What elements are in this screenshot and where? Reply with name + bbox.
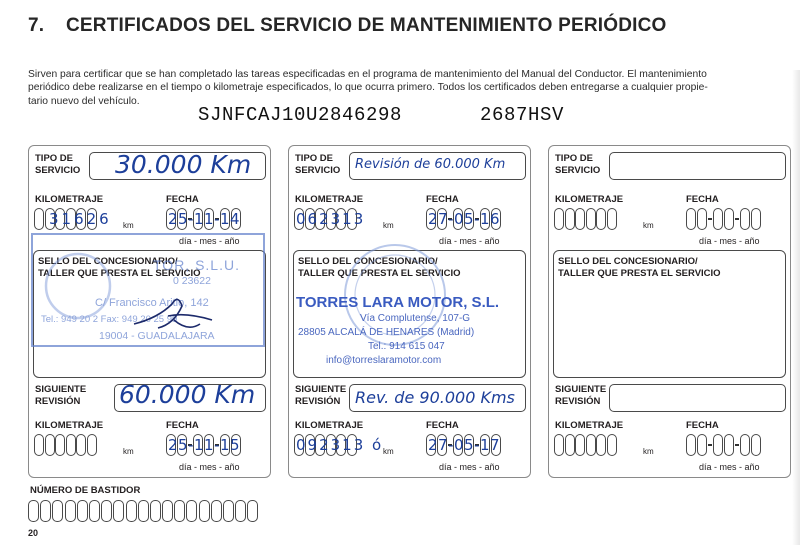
kilometraje-boxes[interactable] (554, 208, 617, 230)
kilometraje-value: 062313 (296, 210, 366, 228)
sello-label: SELLO DEL CONCESIONARIO/ TALLER QUE PRESTA EL SERVICIO (38, 256, 201, 279)
sello-label: SELLO DEL CONCESIONARIO/ TALLER QUE PRESTA EL SERVICIO (298, 256, 461, 279)
stamp-city: 19004 - GUADALAJARA (99, 330, 215, 342)
fecha-label: FECHA (166, 420, 199, 431)
km-unit: km (643, 447, 654, 456)
tipo-servicio-value: 30.000 Km (115, 150, 252, 179)
section-number: 7. (28, 15, 45, 36)
siguiente-kilometraje-boxes[interactable] (554, 434, 617, 456)
section-heading (28, 15, 667, 37)
stamp-city: 28805 ALCALÁ DE HENARES (Madrid) (298, 327, 475, 338)
fecha-label: FECHA (686, 194, 719, 205)
siguiente-kilometraje-value: 092313 ó (296, 436, 384, 454)
fecha-label: FECHA (686, 420, 719, 431)
intro-line: tario nuevo del vehículo. (28, 95, 140, 107)
sello-label: SELLO DEL CONCESIONARIO/ TALLER QUE PRESTA EL SERVICIO (558, 256, 721, 279)
fecha-label: FECHA (426, 420, 459, 431)
siguiente-kilometraje-boxes[interactable] (34, 434, 97, 456)
fecha-value: 25-11-14 (168, 210, 241, 228)
kilometraje-label: KILOMETRAJE (295, 194, 364, 205)
tipo-servicio-label: TIPO DE SERVICIO (35, 153, 81, 176)
km-unit: km (123, 447, 134, 456)
bastidor-label: NÚMERO DE BASTIDOR (30, 485, 141, 496)
siguiente-revision-label: SIGUIENTE REVISIÓN (295, 384, 347, 407)
kilometraje-label: KILOMETRAJE (555, 420, 624, 431)
km-unit: km (643, 221, 654, 230)
kilometraje-label: KILOMETRAJE (555, 194, 624, 205)
stamp-tel: Tel.: 949 20 2 Fax: 949 20 25 99 (41, 314, 178, 325)
tipo-servicio-label: TIPO DE SERVICIO (295, 153, 341, 176)
siguiente-revision-value: Rev. de 90.000 Kms (355, 388, 515, 407)
date-format-label: día - mes - año (179, 462, 240, 472)
stamp-tel: Tel.: 914 615 047 (368, 341, 445, 352)
section-title: CERTIFICADOS DEL SERVICIO DE MANTENIMIENTO PERIÓDICO (66, 15, 667, 36)
signature-1 (128, 284, 218, 334)
date-format-label: día - mes - año (699, 462, 760, 472)
fecha-label: FECHA (166, 194, 199, 205)
siguiente-revision-label: SIGUIENTE REVISIÓN (555, 384, 607, 407)
km-unit: km (383, 221, 394, 230)
kilometraje-value: 31626 (49, 210, 112, 228)
date-format-label: día - mes - año (699, 236, 760, 246)
stamp-phone: 0 23622 (173, 275, 211, 287)
kilometraje-label: KILOMETRAJE (295, 420, 364, 431)
intro-line: Sirven para certificar que se han completado las tareas especificadas en el programa de mantenimiento del Manual del Conductor. El mantenimiento (28, 69, 707, 80)
intro-line: periódico debe realizarse en el tiempo o kilometraje especificados, lo que ocurra primero. Todos los certificados deben entregarse a cualquier propie- (28, 82, 708, 94)
siguiente-fecha-value: 27-05-17 (428, 436, 501, 454)
fecha-boxes[interactable] (686, 208, 761, 230)
page-number: 20 (28, 528, 39, 538)
stamp-address: C/ Francisco Aritio, 142 (95, 297, 209, 309)
siguiente-revision-value: 60.000 Km (119, 380, 256, 409)
siguiente-fecha-boxes[interactable] (686, 434, 761, 456)
kilometraje-label: KILOMETRAJE (35, 420, 104, 431)
stamp-address: Vía Complutense, 107-G (360, 313, 471, 324)
km-unit: km (383, 447, 394, 456)
km-unit: km (123, 221, 134, 230)
date-format-label: día - mes - año (439, 236, 500, 246)
stamp-name: TOR, S.L.U. (153, 257, 240, 273)
kilometraje-label: KILOMETRAJE (35, 194, 104, 205)
tipo-servicio-value: Revisión de 60.000 Km (355, 157, 506, 172)
date-format-label: día - mes - año (179, 236, 240, 246)
siguiente-fecha-value: 25-11-15 (168, 436, 241, 454)
fecha-value: 27-05-16 (428, 210, 501, 228)
page-edge-shadow (792, 70, 800, 545)
siguiente-revision-label: SIGUIENTE REVISIÓN (35, 384, 87, 407)
license-plate: 2687HSV (480, 104, 565, 126)
fecha-label: FECHA (426, 194, 459, 205)
stamp-email: info@torreslaramotor.com (326, 355, 442, 366)
tipo-servicio-field[interactable] (609, 152, 786, 180)
stamp-name: TORRES LARA MOTOR, S.L. (296, 294, 500, 311)
bastidor-boxes[interactable] (28, 500, 260, 522)
siguiente-revision-field[interactable] (609, 384, 786, 412)
stamp-circle-logo (43, 251, 113, 321)
certificate-card-3 (548, 145, 791, 478)
vin-number: SJNFCAJ10U2846298 (198, 104, 403, 126)
tipo-servicio-label: TIPO DE SERVICIO (555, 153, 601, 176)
intro-paragraph (28, 68, 790, 108)
date-format-label: día - mes - año (439, 462, 500, 472)
